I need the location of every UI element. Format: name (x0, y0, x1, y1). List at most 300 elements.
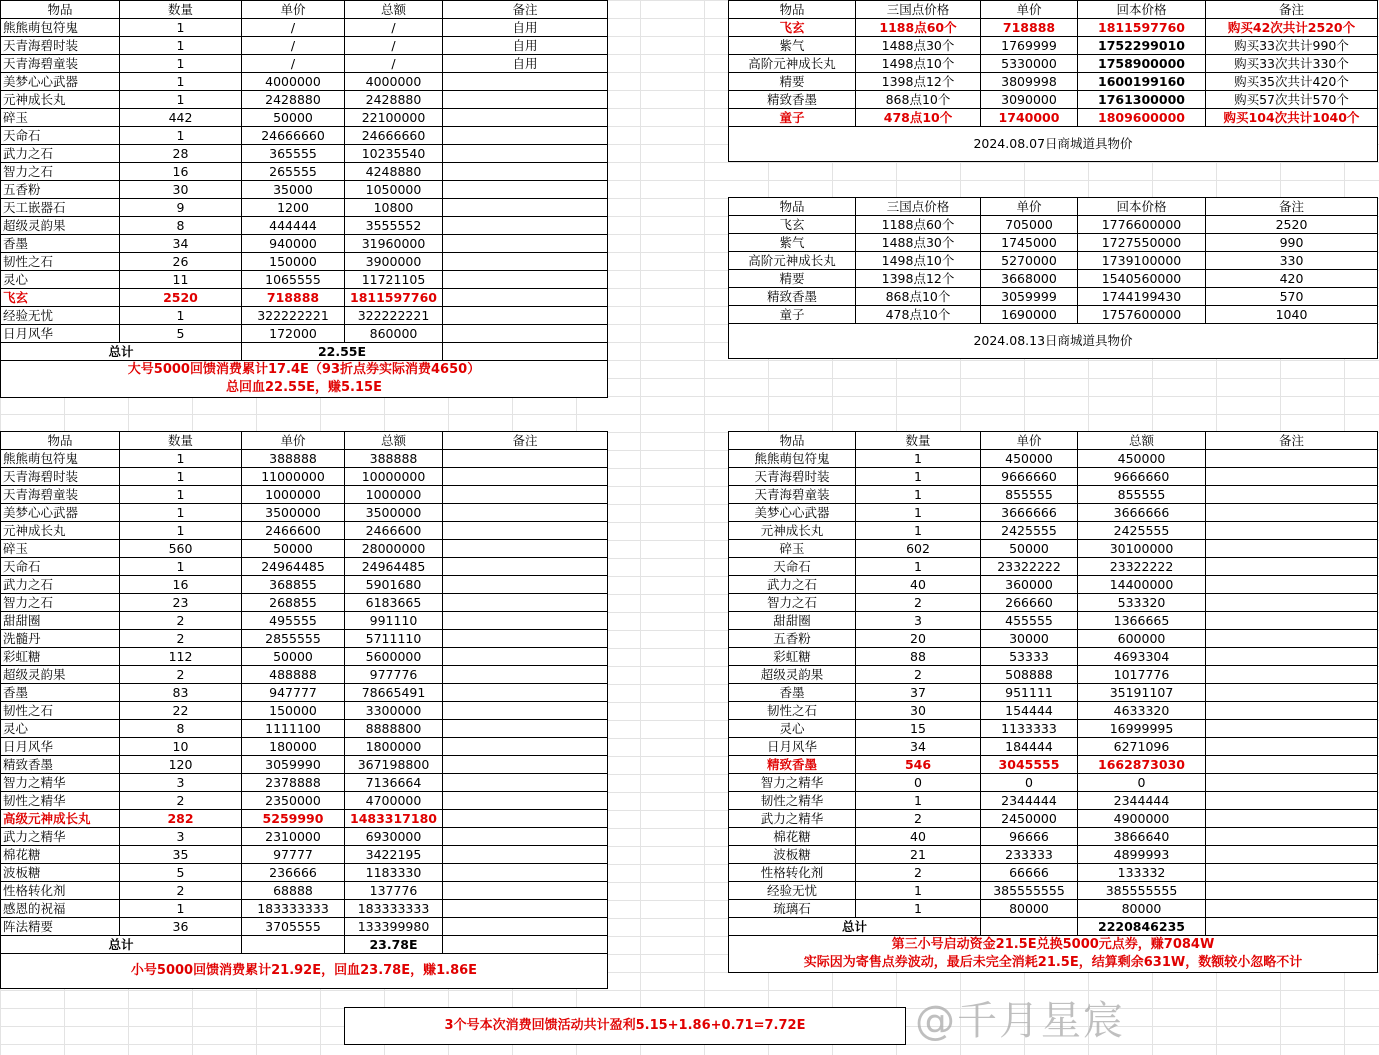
table-cell[interactable]: 性格转化剂 (1, 882, 120, 900)
table-cell[interactable]: 购买104次共计1040个 (1206, 109, 1378, 127)
table-cell[interactable]: 388888 (242, 450, 345, 468)
table-cell[interactable]: 日月风华 (1, 325, 120, 343)
table-cell[interactable]: 10235540 (345, 145, 443, 163)
table-cell[interactable]: 2 (120, 666, 242, 684)
table-cell[interactable]: 棉花糖 (729, 828, 856, 846)
table-cell[interactable]: 560 (120, 540, 242, 558)
table-cell[interactable] (443, 145, 608, 163)
table-cell[interactable]: 智力之石 (1, 163, 120, 181)
table-cell[interactable]: 天青海碧时装 (729, 468, 856, 486)
table-cell[interactable]: 4899993 (1078, 846, 1206, 864)
table-cell[interactable]: 童子 (729, 109, 856, 127)
table-cell[interactable] (443, 73, 608, 91)
table-cell[interactable]: / (345, 55, 443, 73)
table-cell[interactable]: 彩虹糖 (729, 648, 856, 666)
table-cell[interactable]: 546 (856, 756, 981, 774)
table-cell[interactable] (1206, 756, 1378, 774)
table-cell[interactable] (443, 181, 608, 199)
table-cell[interactable]: 365555 (242, 145, 345, 163)
table-cell[interactable]: 322222221 (242, 307, 345, 325)
table-cell[interactable]: 天青海碧时装 (1, 37, 120, 55)
table-cell[interactable]: 1 (120, 504, 242, 522)
main-account-summary[interactable] (1, 361, 608, 398)
table-cell[interactable]: 琉璃石 (729, 900, 856, 918)
table-cell[interactable]: 533320 (1078, 594, 1206, 612)
table-cell[interactable]: 经验无忧 (729, 882, 856, 900)
table-cell[interactable] (443, 558, 608, 576)
table-cell[interactable]: 1 (120, 522, 242, 540)
table-cell[interactable]: 4000000 (345, 73, 443, 91)
total-value[interactable]: 22.55E (242, 343, 443, 361)
table-cell[interactable]: 1366665 (1078, 612, 1206, 630)
table-cell[interactable]: 180000 (242, 738, 345, 756)
table-cell[interactable]: 951111 (981, 684, 1078, 702)
table-cell[interactable]: 16 (120, 576, 242, 594)
blank-cell[interactable] (443, 936, 608, 954)
table-cell[interactable]: 性格转化剂 (729, 864, 856, 882)
table-cell[interactable]: 波板糖 (729, 846, 856, 864)
table-cell[interactable]: 天青海碧童装 (729, 486, 856, 504)
table-cell[interactable] (1206, 774, 1378, 792)
table-cell[interactable]: / (345, 37, 443, 55)
total-label[interactable]: 总计 (729, 918, 981, 936)
table-cell[interactable]: 11 (120, 271, 242, 289)
table-cell[interactable]: 1745000 (981, 234, 1078, 252)
table-cell[interactable]: 1662873030 (1078, 756, 1206, 774)
table-cell[interactable]: 385555555 (981, 882, 1078, 900)
table-cell[interactable]: 385555555 (1078, 882, 1206, 900)
table-cell[interactable] (1206, 594, 1378, 612)
table-cell[interactable]: 熊熊萌包符鬼 (729, 450, 856, 468)
table-cell[interactable] (1206, 540, 1378, 558)
table-cell[interactable]: 705000 (981, 216, 1078, 234)
table-cell[interactable]: 1757600000 (1078, 306, 1206, 324)
table-cell[interactable]: 1744199430 (1078, 288, 1206, 306)
table-cell[interactable]: 8 (120, 217, 242, 235)
table-cell[interactable]: 天命石 (1, 558, 120, 576)
table-cell[interactable]: 彩虹糖 (1, 648, 120, 666)
table-cell[interactable] (443, 612, 608, 630)
column-header[interactable]: 总额 (345, 432, 443, 450)
total-value[interactable]: 2220846235 (1078, 918, 1206, 936)
table-cell[interactable]: 2425555 (1078, 522, 1206, 540)
table-cell[interactable]: 1 (120, 558, 242, 576)
table-cell[interactable]: 高阶元神成长丸 (729, 252, 856, 270)
table-cell[interactable]: 1 (120, 486, 242, 504)
table-cell[interactable]: 香墨 (729, 684, 856, 702)
table-cell[interactable]: 78665491 (345, 684, 443, 702)
table-cell[interactable] (443, 792, 608, 810)
table-cell[interactable]: 3 (120, 828, 242, 846)
table-cell[interactable]: 444444 (242, 217, 345, 235)
table-cell[interactable]: 2428880 (242, 91, 345, 109)
table-cell[interactable]: 精致香墨 (729, 288, 856, 306)
table-cell[interactable]: 21 (856, 846, 981, 864)
table-cell[interactable]: 2378888 (242, 774, 345, 792)
table-cell[interactable]: 3500000 (345, 504, 443, 522)
table-cell[interactable] (1206, 666, 1378, 684)
table-cell[interactable] (443, 882, 608, 900)
table-cell[interactable]: 元神成长丸 (729, 522, 856, 540)
table-cell[interactable]: 35 (120, 846, 242, 864)
table-cell[interactable] (1206, 504, 1378, 522)
table-cell[interactable]: 4000000 (242, 73, 345, 91)
table-cell[interactable]: 1488点30个 (856, 234, 981, 252)
table-cell[interactable]: 1040 (1206, 306, 1378, 324)
table-cell[interactable]: 精致香墨 (729, 756, 856, 774)
table-cell[interactable]: 10000000 (345, 468, 443, 486)
table-cell[interactable]: 2 (120, 612, 242, 630)
table-cell[interactable] (443, 289, 608, 307)
table-cell[interactable]: 韧性之石 (1, 702, 120, 720)
table-cell[interactable] (443, 486, 608, 504)
table-cell[interactable]: 智力之石 (729, 594, 856, 612)
table-cell[interactable]: 天青海碧时装 (1, 468, 120, 486)
table-cell[interactable] (443, 756, 608, 774)
table-cell[interactable]: 37 (856, 684, 981, 702)
table-cell[interactable] (1206, 630, 1378, 648)
table-cell[interactable]: 1 (856, 558, 981, 576)
column-header[interactable]: 物品 (1, 432, 120, 450)
table-cell[interactable]: 172000 (242, 325, 345, 343)
table-cell[interactable]: 2 (120, 630, 242, 648)
table-cell[interactable]: 精要 (729, 270, 856, 288)
table-cell[interactable]: 16 (120, 163, 242, 181)
price-date-caption[interactable]: 2024.08.13日商城道具物价 (729, 324, 1378, 359)
table-cell[interactable]: 1111100 (242, 720, 345, 738)
third-account-summary[interactable] (729, 936, 1378, 973)
table-cell[interactable]: 31960000 (345, 235, 443, 253)
table-cell[interactable]: 602 (856, 540, 981, 558)
table-cell[interactable]: 武力之石 (1, 145, 120, 163)
column-header[interactable]: 单价 (242, 432, 345, 450)
table-cell[interactable] (443, 325, 608, 343)
table-cell[interactable]: 478点10个 (856, 306, 981, 324)
table-cell[interactable]: 1761300000 (1078, 91, 1206, 109)
table-cell[interactable]: 1 (120, 55, 242, 73)
column-header[interactable]: 备注 (1206, 198, 1378, 216)
table-cell[interactable] (1206, 612, 1378, 630)
table-cell[interactable]: 购买33次共计330个 (1206, 55, 1378, 73)
table-cell[interactable]: 2428880 (345, 91, 443, 109)
table-cell[interactable]: 紫气 (729, 234, 856, 252)
table-cell[interactable]: 精致香墨 (1, 756, 120, 774)
table-cell[interactable]: 1 (120, 127, 242, 145)
table-cell[interactable]: 53333 (981, 648, 1078, 666)
table-cell[interactable]: 30100000 (1078, 540, 1206, 558)
total-label[interactable]: 总计 (1, 936, 242, 954)
table-cell[interactable]: 3422195 (345, 846, 443, 864)
table-cell[interactable]: 868点10个 (856, 91, 981, 109)
table-cell[interactable]: 855555 (981, 486, 1078, 504)
table-cell[interactable] (1206, 882, 1378, 900)
table-cell[interactable]: 五香粉 (1, 181, 120, 199)
table-cell[interactable]: 5711110 (345, 630, 443, 648)
table-cell[interactable] (443, 720, 608, 738)
table-cell[interactable]: 30 (856, 702, 981, 720)
table-cell[interactable]: 80000 (1078, 900, 1206, 918)
table-cell[interactable] (1206, 648, 1378, 666)
table-cell[interactable] (443, 109, 608, 127)
table-cell[interactable]: 3555552 (345, 217, 443, 235)
table-cell[interactable]: / (345, 19, 443, 37)
table-cell[interactable] (1206, 558, 1378, 576)
table-cell[interactable]: 1188点60个 (856, 216, 981, 234)
table-cell[interactable]: 3045555 (981, 756, 1078, 774)
table-cell[interactable]: 600000 (1078, 630, 1206, 648)
table-cell[interactable]: 1600199160 (1078, 73, 1206, 91)
blank-cell[interactable] (242, 936, 345, 954)
column-header[interactable]: 物品 (1, 1, 120, 19)
table-cell[interactable]: 波板糖 (1, 864, 120, 882)
table-cell[interactable]: 美梦心心武器 (1, 73, 120, 91)
table-cell[interactable]: 1 (856, 468, 981, 486)
table-cell[interactable]: 武力之精华 (729, 810, 856, 828)
table-cell[interactable]: 韧性之精华 (729, 792, 856, 810)
table-cell[interactable]: 3059990 (242, 756, 345, 774)
blank-cell[interactable] (981, 918, 1078, 936)
table-cell[interactable]: 20 (856, 630, 981, 648)
table-cell[interactable]: 2466600 (242, 522, 345, 540)
table-cell[interactable] (443, 684, 608, 702)
table-cell[interactable]: 88 (856, 648, 981, 666)
table-cell[interactable]: / (242, 19, 345, 37)
table-cell[interactable]: 26 (120, 253, 242, 271)
table-cell[interactable]: 940000 (242, 235, 345, 253)
table-cell[interactable]: 1690000 (981, 306, 1078, 324)
table-cell[interactable]: 1 (120, 19, 242, 37)
table-cell[interactable] (443, 199, 608, 217)
table-cell[interactable] (1206, 738, 1378, 756)
table-cell[interactable] (1206, 684, 1378, 702)
table-cell[interactable]: 1 (120, 37, 242, 55)
table-cell[interactable]: 28000000 (345, 540, 443, 558)
column-header[interactable]: 物品 (729, 432, 856, 450)
table-cell[interactable]: 368855 (242, 576, 345, 594)
price-date-caption[interactable]: 2024.08.07日商城道具物价 (729, 127, 1378, 162)
table-cell[interactable]: 1498点10个 (856, 252, 981, 270)
table-cell[interactable]: 508888 (981, 666, 1078, 684)
table-cell[interactable]: 450000 (981, 450, 1078, 468)
table-cell[interactable]: 36 (120, 918, 242, 936)
table-cell[interactable]: 322222221 (345, 307, 443, 325)
table-cell[interactable] (443, 918, 608, 936)
table-cell[interactable]: 35000 (242, 181, 345, 199)
table-cell[interactable]: 熊熊萌包符鬼 (1, 450, 120, 468)
table-cell[interactable]: 3809998 (981, 73, 1078, 91)
table-cell[interactable]: 1 (120, 900, 242, 918)
table-cell[interactable]: 10 (120, 738, 242, 756)
table-cell[interactable]: 智力之精华 (1, 774, 120, 792)
table-cell[interactable]: 3500000 (242, 504, 345, 522)
table-cell[interactable]: 8 (120, 720, 242, 738)
table-cell[interactable]: 2855555 (242, 630, 345, 648)
table-cell[interactable]: 442 (120, 109, 242, 127)
table-cell[interactable]: 2310000 (242, 828, 345, 846)
table-cell[interactable]: 5259990 (242, 810, 345, 828)
table-cell[interactable]: 6183665 (345, 594, 443, 612)
table-cell[interactable]: 1740000 (981, 109, 1078, 127)
table-cell[interactable]: 6930000 (345, 828, 443, 846)
total-label[interactable]: 总计 (1, 343, 242, 361)
table-cell[interactable]: 童子 (729, 306, 856, 324)
table-cell[interactable]: 420 (1206, 270, 1378, 288)
table-cell[interactable]: 香墨 (1, 684, 120, 702)
table-cell[interactable]: 武力之精华 (1, 828, 120, 846)
table-cell[interactable]: 265555 (242, 163, 345, 181)
table-cell[interactable] (443, 253, 608, 271)
table-cell[interactable]: 美梦心心武器 (1, 504, 120, 522)
table-cell[interactable]: 0 (981, 774, 1078, 792)
table-cell[interactable]: 30 (120, 181, 242, 199)
table-cell[interactable] (443, 774, 608, 792)
table-cell[interactable] (1206, 864, 1378, 882)
table-cell[interactable]: 1 (856, 792, 981, 810)
table-cell[interactable]: 1 (856, 900, 981, 918)
column-header[interactable]: 总额 (1078, 432, 1206, 450)
table-cell[interactable]: 16999995 (1078, 720, 1206, 738)
table-cell[interactable]: 3059999 (981, 288, 1078, 306)
column-header[interactable]: 物品 (729, 1, 856, 19)
table-cell[interactable]: 熊熊萌包符鬼 (1, 19, 120, 37)
column-header[interactable]: 物品 (729, 198, 856, 216)
table-cell[interactable]: 23 (120, 594, 242, 612)
table-cell[interactable]: 11721105 (345, 271, 443, 289)
column-header[interactable]: 数量 (120, 1, 242, 19)
table-cell[interactable]: 韧性之石 (1, 253, 120, 271)
table-cell[interactable]: 日月风华 (729, 738, 856, 756)
table-cell[interactable]: 2344444 (981, 792, 1078, 810)
table-cell[interactable]: 120 (120, 756, 242, 774)
table-cell[interactable]: 3 (120, 774, 242, 792)
table-cell[interactable]: / (242, 37, 345, 55)
table-cell[interactable]: 10800 (345, 199, 443, 217)
table-cell[interactable]: 855555 (1078, 486, 1206, 504)
table-cell[interactable]: 360000 (981, 576, 1078, 594)
table-cell[interactable]: 14400000 (1078, 576, 1206, 594)
table-cell[interactable]: 购买42次共计2520个 (1206, 19, 1378, 37)
table-cell[interactable]: 洗髓丹 (1, 630, 120, 648)
table-cell[interactable]: 9666660 (1078, 468, 1206, 486)
table-cell[interactable]: 450000 (1078, 450, 1206, 468)
table-cell[interactable]: 五香粉 (729, 630, 856, 648)
table-cell[interactable] (443, 828, 608, 846)
table-cell[interactable]: 11000000 (242, 468, 345, 486)
table-cell[interactable]: 智力之石 (1, 594, 120, 612)
table-cell[interactable]: 495555 (242, 612, 345, 630)
table-cell[interactable] (1206, 720, 1378, 738)
table-cell[interactable]: 35191107 (1078, 684, 1206, 702)
table-cell[interactable]: 990 (1206, 234, 1378, 252)
table-cell[interactable] (443, 900, 608, 918)
table-cell[interactable]: 2466600 (345, 522, 443, 540)
table-cell[interactable]: 1540560000 (1078, 270, 1206, 288)
table-cell[interactable]: 2520 (1206, 216, 1378, 234)
table-cell[interactable]: 2520 (120, 289, 242, 307)
table-cell[interactable]: 1488点30个 (856, 37, 981, 55)
table-cell[interactable] (443, 666, 608, 684)
table-cell[interactable] (443, 738, 608, 756)
column-header[interactable]: 数量 (120, 432, 242, 450)
table-cell[interactable]: 棉花糖 (1, 846, 120, 864)
table-cell[interactable]: 1065555 (242, 271, 345, 289)
table-cell[interactable]: 日月风华 (1, 738, 120, 756)
table-cell[interactable]: 1 (120, 73, 242, 91)
table-cell[interactable] (443, 468, 608, 486)
table-cell[interactable]: 50000 (981, 540, 1078, 558)
table-cell[interactable]: / (242, 55, 345, 73)
table-cell[interactable] (443, 217, 608, 235)
table-cell[interactable]: 40 (856, 828, 981, 846)
table-cell[interactable]: 4693304 (1078, 648, 1206, 666)
table-cell[interactable]: 22100000 (345, 109, 443, 127)
table-cell[interactable]: 6271096 (1078, 738, 1206, 756)
table-cell[interactable]: 2350000 (242, 792, 345, 810)
table-cell[interactable]: 2425555 (981, 522, 1078, 540)
table-cell[interactable]: 30000 (981, 630, 1078, 648)
table-cell[interactable]: 韧性之石 (729, 702, 856, 720)
table-cell[interactable]: 718888 (242, 289, 345, 307)
table-cell[interactable]: 3090000 (981, 91, 1078, 109)
table-cell[interactable]: 96666 (981, 828, 1078, 846)
table-cell[interactable]: 1 (856, 882, 981, 900)
table-cell[interactable]: 武力之石 (729, 576, 856, 594)
table-cell[interactable]: 2 (856, 810, 981, 828)
table-cell[interactable]: 3900000 (345, 253, 443, 271)
table-cell[interactable]: 1758900000 (1078, 55, 1206, 73)
table-cell[interactable]: 1 (120, 450, 242, 468)
table-cell[interactable]: 感恩的祝福 (1, 900, 120, 918)
alt-account-summary[interactable]: 小号5000回馈消费累计21.92E，回血23.78E，赚1.86E (1, 954, 608, 989)
column-header[interactable]: 备注 (443, 432, 608, 450)
table-cell[interactable]: 266660 (981, 594, 1078, 612)
table-cell[interactable]: 183333333 (345, 900, 443, 918)
table-cell[interactable]: 66666 (981, 864, 1078, 882)
table-cell[interactable]: 28 (120, 145, 242, 163)
table-cell[interactable]: 570 (1206, 288, 1378, 306)
table-cell[interactable] (1206, 702, 1378, 720)
table-cell[interactable]: 112 (120, 648, 242, 666)
table-cell[interactable] (1206, 900, 1378, 918)
table-cell[interactable]: 2 (120, 792, 242, 810)
column-header[interactable]: 备注 (1206, 432, 1378, 450)
table-cell[interactable]: 智力之精华 (729, 774, 856, 792)
table-cell[interactable]: 1 (856, 504, 981, 522)
table-cell[interactable]: 经验无忧 (1, 307, 120, 325)
table-cell[interactable] (443, 163, 608, 181)
table-cell[interactable]: 飞玄 (1, 289, 120, 307)
table-cell[interactable]: 991110 (345, 612, 443, 630)
table-cell[interactable]: 150000 (242, 253, 345, 271)
table-cell[interactable]: 1769999 (981, 37, 1078, 55)
table-cell[interactable]: 甜甜圈 (729, 612, 856, 630)
table-cell[interactable]: 美梦心心武器 (729, 504, 856, 522)
table-cell[interactable]: 268855 (242, 594, 345, 612)
table-cell[interactable]: 武力之石 (1, 576, 120, 594)
table-cell[interactable]: 236666 (242, 864, 345, 882)
table-cell[interactable]: 精要 (729, 73, 856, 91)
table-cell[interactable]: 40 (856, 576, 981, 594)
table-cell[interactable] (1206, 792, 1378, 810)
table-cell[interactable]: 718888 (981, 19, 1078, 37)
table-cell[interactable]: 高级元神成长丸 (1, 810, 120, 828)
table-cell[interactable]: 灵心 (1, 720, 120, 738)
table-cell[interactable]: 购买35次共计420个 (1206, 73, 1378, 91)
table-cell[interactable]: 9666660 (981, 468, 1078, 486)
table-cell[interactable]: 阵法精要 (1, 918, 120, 936)
table-cell[interactable] (1206, 522, 1378, 540)
table-cell[interactable]: 478点10个 (856, 109, 981, 127)
